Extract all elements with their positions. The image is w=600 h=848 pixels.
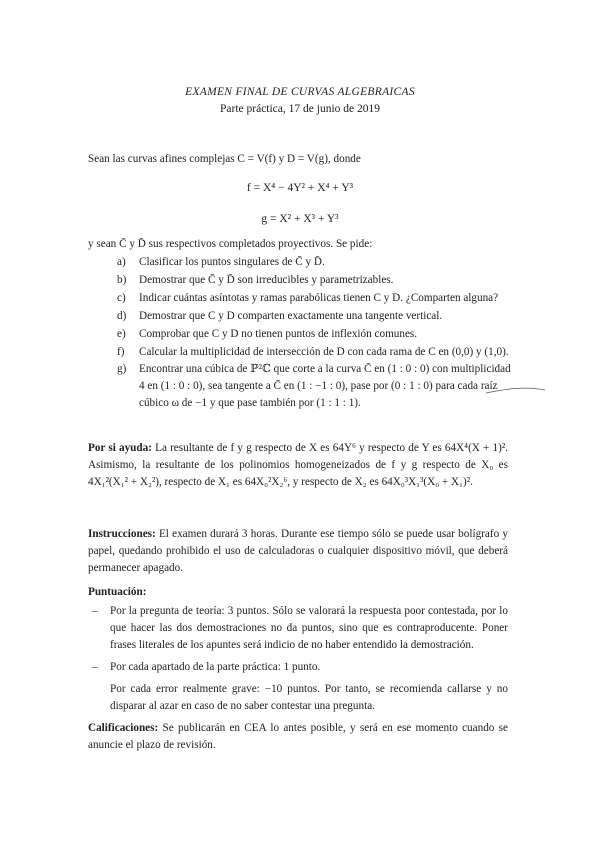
question-item: [117, 307, 517, 325]
help-label: Por si ayuda:: [88, 442, 152, 454]
question-item: [117, 271, 517, 289]
question-text: Encontrar una cúbica de ℙ²ℂ que corte a la curva C̄ en (1 : 0 : 0) con multiplicidad 4 en (1 : 0 : 0), sea tangente a C̄ en (1 : −1 : 0), pase por (0 : 1 : 0) para cada raíz cúbico ω de −1 y que pase también por (1 : 1 : 1).: [139, 363, 511, 409]
grades-paragraph: [88, 720, 508, 754]
equation-f: f = X⁴ − 4Y² + X⁴ + Y³: [246, 182, 354, 194]
help-paragraph: [88, 440, 508, 491]
question-text: Indicar cuántas asíntotas y ramas parabólicas tienen C y D. ¿Comparten alguna?: [139, 292, 499, 304]
question-item: [117, 253, 517, 271]
dash-bullet: –: [92, 661, 98, 673]
question-label: b): [117, 274, 127, 286]
question-text: Demostrar que C̄ y D̄ son irreducibles y parametrizables.: [139, 274, 394, 286]
exam-subtitle: Parte práctica, 17 de junio de 2019: [220, 103, 380, 115]
question-item: [117, 325, 517, 343]
scoring-text: Por la pregunta de teoría: 3 puntos. Sólo se valorará la respuesta poor contestada, por lo que hacer las dos demostraciones no da puntos, sino que es contraproducente. Poner frases literales de los apuntes será indicio de no haber entendido la demostración.: [110, 605, 508, 651]
instructions-text: El examen durará 3 horas. Durante ese tiempo sólo se puede usar bolígrafo y papel, quedando prohibido el uso de calculadoras o cualquier dispositivo móvil, que deberá permanecer apagado.: [88, 528, 508, 574]
question-label: f): [117, 346, 125, 358]
question-item: [117, 343, 517, 361]
instructions-label: Instrucciones:: [88, 528, 156, 540]
question-label: g): [117, 363, 127, 375]
question-item: [117, 289, 517, 307]
help-text: La resultante de f y g respecto de X es 64Y⁶ y respecto de Y es 64X⁴(X + 1)². Asimismo, la resultante de los polinomios homogeneizados de f y g respecto de X₀ es 4X₁²(X₁² + X₂²), respecto de X₁ es 64X₀²X₂⁶, y respecto de X₂ es 64X₀³X₁³(X₀ + X₁)².: [88, 442, 508, 488]
scoring-item: [88, 659, 508, 676]
question-text: Comprobar que C y D no tienen puntos de inflexión comunes.: [139, 328, 418, 340]
scoring-heading: Puntuación:: [88, 586, 147, 598]
question-label: e): [117, 328, 126, 340]
scoring-list: [88, 603, 508, 715]
question-text: Clasificar los puntos singulares de C̄ y D̄.: [139, 256, 325, 268]
question-label: d): [117, 310, 127, 322]
exam-title: EXAMEN FINAL DE CURVAS ALGEBRAICAS: [185, 86, 415, 98]
question-item: [117, 361, 517, 412]
instructions-paragraph: [88, 526, 508, 577]
scoring-text: Por cada apartado de la parte práctica: 1 punto.: [110, 661, 321, 673]
question-text: Demostrar que C y D comparten exactamente una tangente vertical.: [139, 310, 443, 322]
question-label: a): [117, 256, 126, 268]
question-list: [117, 253, 517, 412]
after-equations-text: y sean C̄ y D̄ sus respectivos completados proyectivos. Se pide:: [88, 238, 373, 250]
question-label: c): [117, 292, 126, 304]
question-text: Calcular la multiplicidad de intersección de D con cada rama de C en (0,0) y (1,0).: [139, 346, 509, 358]
equation-g: g = X² + X³ + Y³: [261, 213, 339, 225]
scoring-item: [88, 603, 508, 654]
intro-text: Sean las curvas afines complejas C = V(f) y D = V(g), donde: [88, 153, 361, 165]
scoring-extra-text: Por cada error realmente grave: −10 puntos. Por tanto, se recomienda callarse y no disparar al azar en caso de no saber contestar una pregunta.: [110, 683, 508, 712]
dash-bullet: –: [92, 605, 98, 617]
grades-label: Calificaciones:: [88, 722, 159, 734]
grades-text: Se publicarán en CEA lo antes posible, y será en ese momento cuando se anuncie el plazo de revisión.: [88, 722, 508, 751]
